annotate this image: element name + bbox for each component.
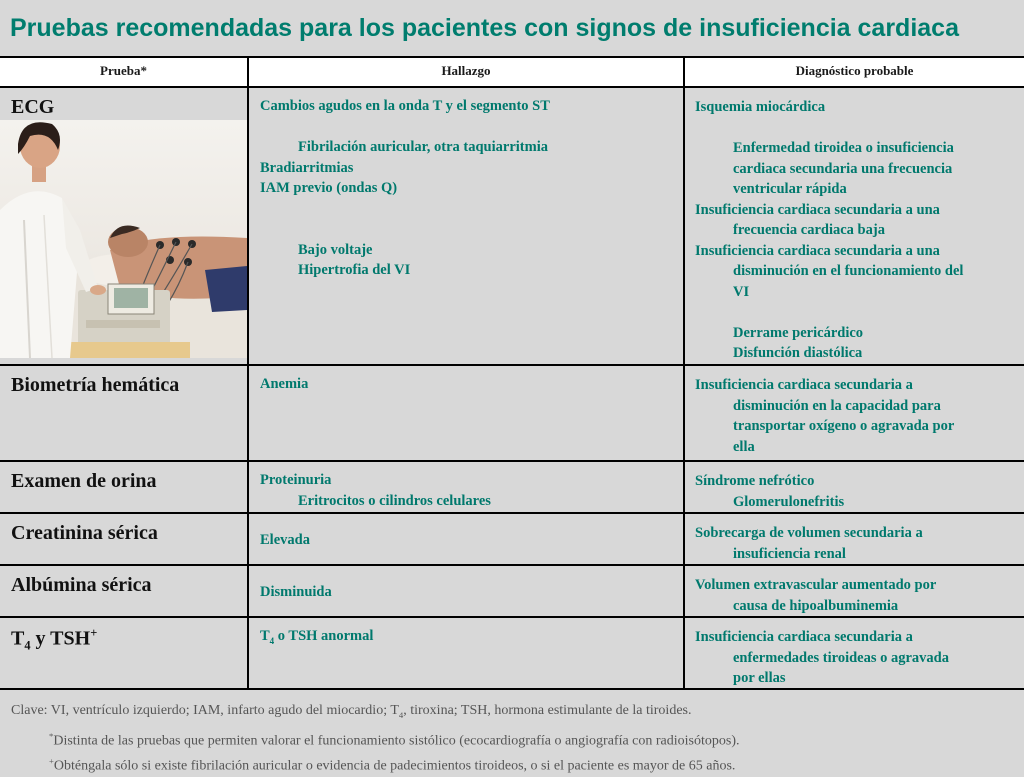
- ecg-exam-photo: [0, 120, 247, 358]
- diagnosis-line: disminución en el funcionamiento del: [733, 263, 964, 279]
- finding-line: Anemia: [260, 376, 309, 392]
- table-row-albumina: [0, 564, 1024, 616]
- finding-line: Proteinuria: [260, 472, 332, 488]
- diagnosis-line: frecuencia cardiaca baja: [733, 222, 885, 238]
- diagnosis-cell: [683, 512, 1024, 564]
- finding-line: Bradiarritmias: [260, 159, 354, 176]
- diagnosis-line: Insuficiencia cardiaca secundaria a: [695, 377, 913, 393]
- page-title: Pruebas recomendadas para los pacientes con signos de insuficiencia cardiaca: [0, 0, 1024, 56]
- finding-cell: [247, 460, 683, 512]
- footnotes: [0, 688, 1024, 775]
- diagnosis-line: Insuficiencia cardiaca secundaria a: [695, 629, 913, 645]
- finding-line: $T_4$ o TSH anormal: [260, 628, 374, 646]
- test-cell: [0, 512, 247, 564]
- header-diagnosis: Diagnóstico probable: [683, 56, 1024, 86]
- diagnosis-line: cardiaca secundaria una frecuencia: [733, 160, 953, 177]
- test-name: $T_4$ y TSH+: [11, 626, 98, 653]
- test-name: Biometría hemática: [11, 374, 180, 396]
- footnote-key: Clave: VI, ventrículo izquierdo; IAM, infarto agudo del miocardio; $T_4$, tiroxina; TSH, hormona estimulante de la tiroides.: [11, 703, 692, 720]
- test-name: Creatinina sérica: [11, 522, 158, 544]
- diagnosis-cell: [683, 460, 1024, 512]
- diagnosis-cell: [683, 86, 1024, 364]
- finding-line: Cambios agudos en la onda T y el segmento ST: [260, 98, 550, 114]
- diagnosis-cell: [683, 616, 1024, 688]
- finding-cell: [247, 364, 683, 460]
- finding-cell: [247, 512, 683, 564]
- diagnosis-line: por ellas: [733, 670, 786, 686]
- diagnosis-line: Glomerulonefritis: [733, 493, 845, 510]
- finding-cell: [247, 564, 683, 616]
- ecg-exam-illustration: [0, 120, 247, 358]
- diagnosis-line: ella: [733, 438, 755, 455]
- diagnosis-cell: [683, 364, 1024, 460]
- diagnosis-cell: [683, 564, 1024, 616]
- diagnosis-line: disminución en la capacidad para: [733, 397, 941, 414]
- diagnosis-line: Insuficiencia cardiaca secundaria a una: [695, 201, 940, 218]
- diagnosis-line: Insuficiencia cardiaca secundaria a una: [695, 242, 940, 259]
- finding-cell: [247, 86, 683, 364]
- test-name: Examen de orina: [11, 470, 157, 492]
- diagnosis-line: Disfunción diastólica: [733, 345, 863, 361]
- test-cell: [0, 364, 247, 460]
- diagnosis-line: ventricular rápida: [733, 181, 847, 197]
- diagnosis-line: Derrame pericárdico: [733, 324, 864, 341]
- test-cell: [0, 460, 247, 512]
- test-cell: [0, 564, 247, 616]
- diagnosis-line: Síndrome nefrótico: [695, 473, 815, 489]
- diagnosis-line: Sobrecarga de volumen secundaria a: [695, 525, 923, 541]
- diagnosis-line: insuficiencia renal: [733, 545, 846, 562]
- table-header: [0, 56, 1024, 86]
- table-row-biometria: [0, 364, 1024, 460]
- footnote-plus: +Obténgala sólo si existe fibrilación auricular o evidencia de padecimientos tiroideos, o si el paciente es mayor de 65 años.: [49, 756, 736, 775]
- diagnosis-line: enfermedades tiroideas o agravada: [733, 649, 949, 666]
- diagnosis-line: causa de hipoalbuminemia: [733, 597, 899, 614]
- table-row-creatinina: [0, 512, 1024, 564]
- table-row-orina: [0, 460, 1024, 512]
- diagnosis-line: Volumen extravascular aumentado por: [695, 577, 937, 593]
- test-cell: [0, 616, 247, 688]
- diagnosis-line: transportar oxígeno o agravada por: [733, 418, 955, 434]
- diagnosis-line: Enfermedad tiroidea o insuficiencia: [733, 140, 954, 156]
- table-row-t4-tsh: [0, 616, 1024, 688]
- finding-line: Fibrilación auricular, otra taquiarritmia: [298, 139, 548, 155]
- finding-line: Disminuida: [260, 584, 332, 600]
- header-test: Prueba*: [0, 56, 247, 86]
- finding-line: Elevada: [260, 532, 310, 548]
- finding-cell: [247, 616, 683, 688]
- finding-line: Hipertrofia del VI: [298, 262, 411, 278]
- footnote-asterisk: *Distinta de las pruebas que permiten valorar el funcionamiento sistólico (ecocardiografía o angiografía con radioisótopos).: [49, 730, 740, 749]
- finding-line: Eritrocitos o cilindros celulares: [298, 492, 491, 509]
- header-finding: Hallazgo: [247, 56, 683, 86]
- finding-line: IAM previo (ondas Q): [260, 180, 398, 196]
- diagnosis-line: VI: [733, 283, 750, 300]
- finding-line: Bajo voltaje: [298, 241, 373, 258]
- test-name: ECG: [11, 96, 55, 118]
- diagnosis-line: Isquemia miocárdica: [695, 99, 826, 115]
- test-name: Albúmina sérica: [11, 574, 152, 596]
